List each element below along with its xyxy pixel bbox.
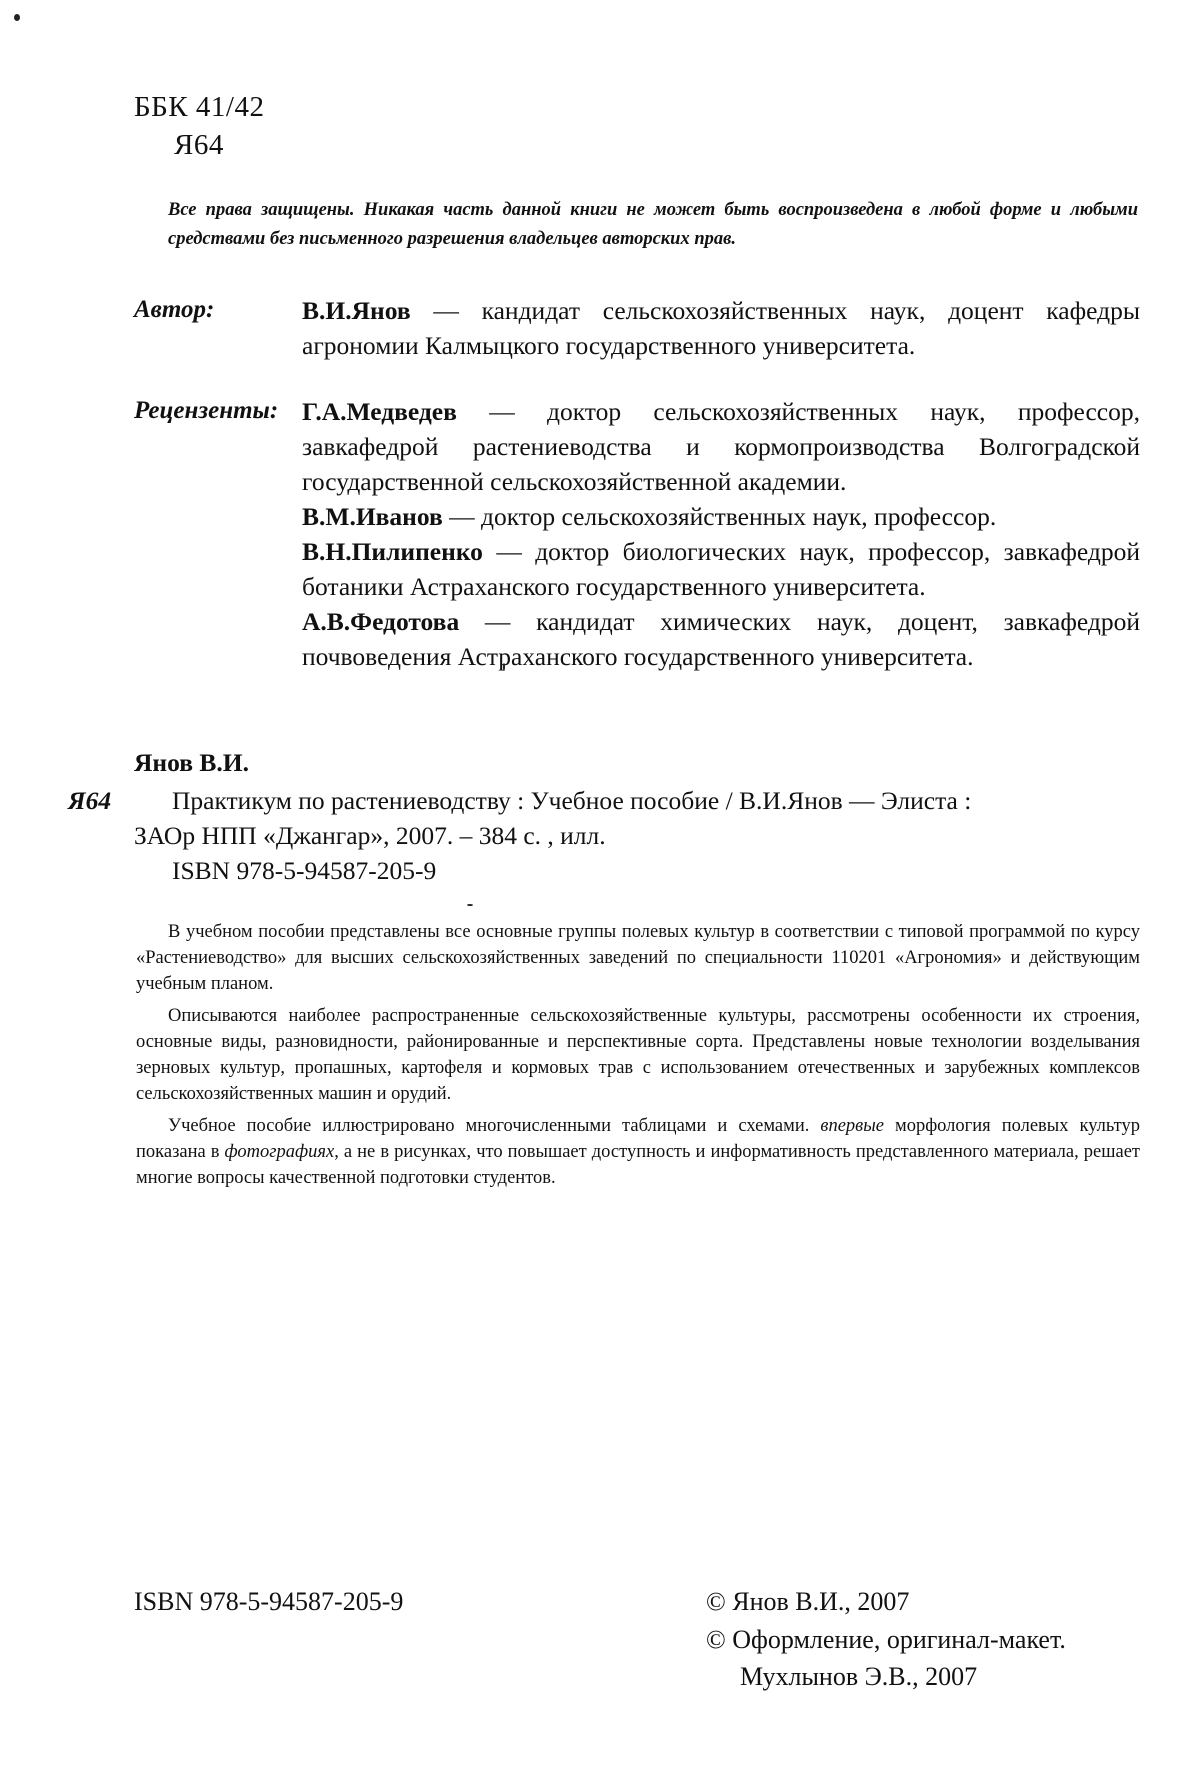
reviewer-description: — доктор сельскохозяйственных наук, профессор.: [442, 502, 997, 531]
reviewers-list: [302, 394, 1140, 674]
reviewer-item: [302, 499, 1140, 534]
reviewer-description: — доктор сельскохозяйственных наук, профессор, завкафедрой растениеводства и кормопроизводства Волгоградской государственной сельскохозяйственной академии.: [302, 397, 1140, 496]
annotation-text: , а не в рисунках, что повышает доступность и информативность представленного материала, решает многие вопросы качественной подготовки студентов.: [136, 1142, 1141, 1188]
reviewer-name: В.Н.Пилипенко: [302, 537, 483, 566]
annotation-paragraph: Описываются наиболее распространенные сельскохозяйственные культуры, рассмотрены особенности их строения, основные виды, разновидности, районированные и перспективные сорта. Представлены новые технологии возделывания зерновых культур, пропашных, картофеля и кормовых трав с использованием отечественных и зарубежных комплексов сельскохозяйственных машин и орудий.: [136, 1006, 1140, 1104]
author-name: В.И.Янов: [302, 296, 411, 325]
reviewer-description: — кандидат химических наук, доцент, завкафедрой почвоведения Астраханского государственного университета.: [302, 607, 1140, 671]
scan-speck: [14, 14, 20, 21]
author-mark: Я64: [174, 129, 224, 161]
reviewer-name: А.В.Федотова: [302, 607, 460, 636]
reviewer-item: [302, 604, 1140, 674]
copyright-author: © Янов В.И., 2007: [706, 1587, 910, 1616]
annotation-emphasis: впервые: [820, 1116, 884, 1136]
reviewer-name: В.М.Иванов: [302, 502, 443, 531]
author-label: Автор:: [134, 296, 215, 323]
annotation-paragraph: В учебном пособии представлены все основные группы полевых культур в соответствии с типовой программой по курсу «Растениеводство» для высших сельскохозяйственных заведений по специальности 110201 «Агрономия» и действующим учебным планом.: [136, 922, 1140, 994]
annotation-text: Учебное пособие иллюстрировано многочисленными таблицами и схемами.: [168, 1116, 821, 1136]
footer-isbn: ISBN 978-5-94587-205-9: [134, 1587, 404, 1616]
reviewer-item: [302, 394, 1140, 499]
author-description: — кандидат сельскохозяйственных наук, доцент кафедры агрономии Калмыцкого государственного университета.: [302, 296, 1140, 360]
annotation-text: морфология полевых культур показана в: [136, 1116, 1140, 1162]
scan-speck: [467, 904, 473, 906]
copyright-designer: Мухлынов Э.В., 2007: [740, 1662, 978, 1691]
reviewer-item: [302, 534, 1140, 604]
bbk-index: ББК 41/42: [134, 91, 265, 123]
reviewer-name: Г.А.Медведев: [302, 397, 457, 426]
author-block: [302, 293, 1140, 363]
annotation: [136, 919, 1140, 1197]
bibliographic-code: Я64: [68, 786, 112, 815]
annotation-emphasis: фотографиях: [224, 1142, 335, 1162]
reviewer-description: — доктор биологических наук, профессор, завкафедрой ботаники Астраханского государственного университета.: [302, 537, 1140, 601]
reviewers-label: Рецензенты:: [134, 397, 279, 424]
bibliographic-isbn: ISBN 978-5-94587-205-9: [172, 856, 437, 885]
annotation-paragraph: [136, 1113, 1140, 1191]
copyright-layout: © Оформление, оригинал-макет.: [706, 1625, 1066, 1654]
bibliographic-title-line: Практикум по растениеводству : Учебное пособие / В.И.Янов — Элиста :: [172, 786, 972, 815]
rights-notice: Все права защищены. Никакая часть данной книги не может быть воспроизведена в любой форме и любыми средствами без письменного разрешения владельцев авторских прав.: [168, 200, 1138, 249]
bibliographic-heading: Янов В.И.: [134, 748, 249, 777]
bibliographic-publisher-line: ЗАОр НПП «Джангар», 2007. – 384 с. , илл.: [134, 821, 606, 850]
